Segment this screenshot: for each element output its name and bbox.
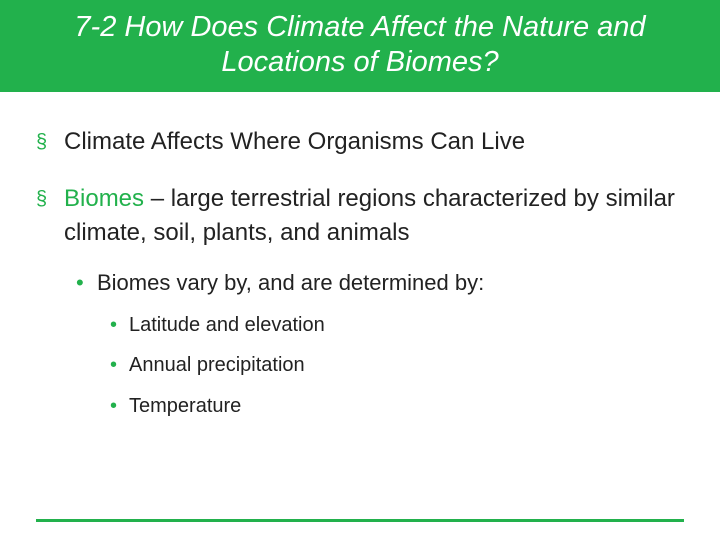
section-bullet-icon: § (36, 188, 48, 210)
dot-bullet-icon: • (110, 354, 118, 376)
list-item-temperature (110, 392, 670, 420)
bullet-text: Climate Affects Where Organisms Can Live (64, 128, 526, 155)
section-bullet-icon: § (36, 131, 48, 153)
sub-bullet-determined-by (76, 268, 676, 298)
title-bar (0, 0, 720, 92)
list-item-text: Latitude and elevation (129, 314, 325, 336)
term-biomes: Biomes (64, 185, 145, 212)
bullet-climate-affects (36, 125, 686, 159)
list-item-precipitation (110, 351, 670, 379)
list-item-latitude (110, 311, 670, 339)
dot-bullet-icon: • (110, 395, 118, 417)
dot-bullet-icon: • (110, 314, 118, 336)
bullet-biomes-definition (36, 182, 686, 250)
definition-text: – large terrestrial regions characterized by similar climate, soil, plants, and animals (64, 185, 675, 246)
sub-bullet-text: Biomes vary by, and are determined by: (97, 270, 485, 295)
list-item-text: Annual precipitation (129, 354, 305, 376)
list-item-text: Temperature (129, 395, 242, 417)
footer-divider (36, 519, 684, 522)
slide-title: 7-2 How Does Climate Affect the Nature and Locations of Biomes? (74, 11, 646, 78)
dot-bullet-icon: • (76, 270, 84, 295)
bullet-text (64, 182, 686, 250)
